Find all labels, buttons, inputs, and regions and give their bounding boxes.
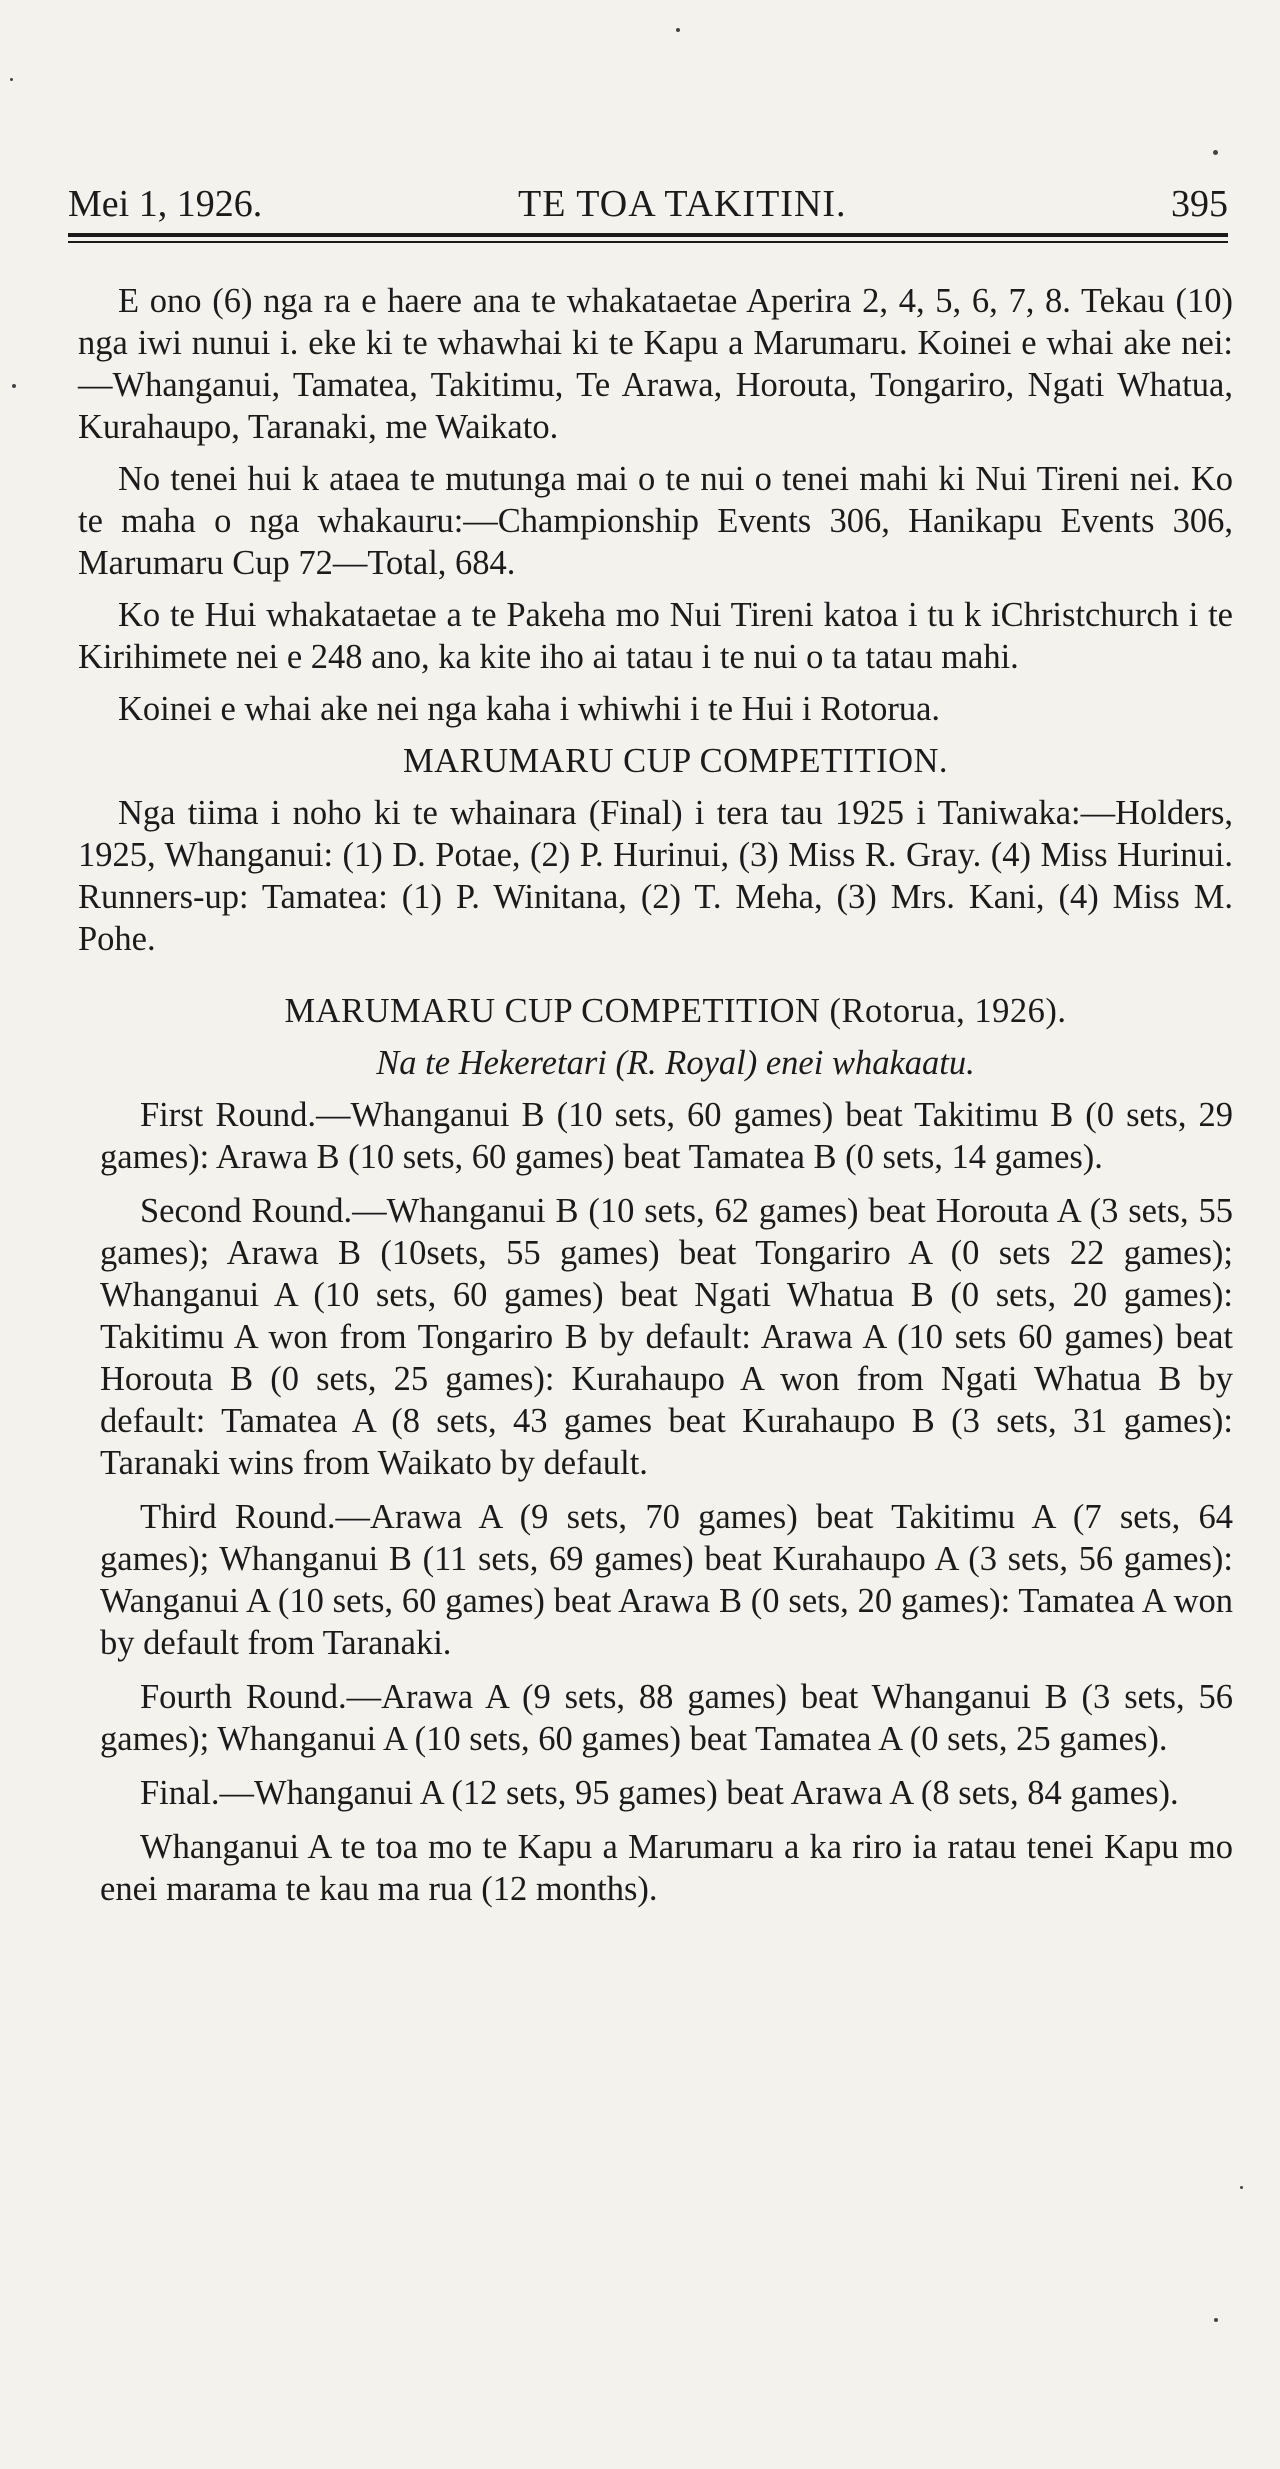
header-rule-thick	[68, 233, 1228, 237]
print-speck	[676, 28, 680, 32]
round-paragraph: Final.—Whanganui A (12 sets, 95 games) beat Arawa A (8 sets, 84 games).	[140, 1774, 1179, 1812]
section-paragraph: Nga tiima i noho ki te whainara (Final) i tera tau 1925 i Taniwaka:—Holders, 1925, Whanganui: (1) D. Potae, (2) P. Hurinui, (3) Miss R. Gray. (4) Miss Hurinui. Runners-up: Tamatea: (1) P. Winitana, (2) T. Meha, (3) Mrs. Kani, (4) Miss M. Pohe.	[78, 794, 1233, 958]
running-head	[68, 178, 1228, 226]
print-speck	[12, 384, 16, 388]
round-paragraph: Fourth Round.—Arawa A (9 sets, 88 games) beat Whanganui B (3 sets, 56 games); Whanganui A (10 sets, 60 games) beat Tamatea A (0 sets, 25 games).	[100, 1678, 1233, 1758]
intro-paragraph: No tenei hui k ataea te mutunga mai o te nui o tenei mahi ki Nui Tireni nei. Ko te maha o nga whakauru:—Championship Events 306, Hanikapu Events 306, Marumaru Cup 72—Total, 684.	[78, 460, 1233, 582]
round-paragraph: Third Round.—Arawa A (9 sets, 70 games) beat Takitimu A (7 sets, 64 games); Whanganui B (11 sets, 69 games) beat Kurahaupo A (3 sets, 56 games): Wanganui A (10 sets, 60 games) beat Arawa B (0 sets, 20 games): Tamatea A won by default from Taranaki.	[100, 1498, 1233, 1662]
round-paragraph: Whanganui A te toa mo te Kapu a Marumaru a ka riro ia ratau tenei Kapu mo enei marama te kau ma rua (12 months).	[100, 1828, 1233, 1908]
header-title: TE TOA TAKITINI.	[518, 183, 847, 225]
round-paragraph: First Round.—Whanganui B (10 sets, 60 games) beat Takitimu B (0 sets, 29 games): Arawa B (10 sets, 60 games) beat Tamatea B (0 sets, 14 games).	[100, 1096, 1233, 1176]
round-paragraph: Second Round.—Whanganui B (10 sets, 62 games) beat Horouta A (3 sets, 55 games); Arawa B (10sets, 55 games) beat Tongariro A (0 sets 22 games); Whanganui A (10 sets, 60 games) beat Ngati Whatua B (0 sets, 20 games): Takitimu A won from Tongariro B by default: Arawa A (10 sets 60 games) beat Horouta B (0 sets, 25 games): Kurahaupo A won from Ngati Whatua B by default: Tamatea A (8 sets, 43 games beat Kurahaupo B (3 sets, 31 games): Taranaki wins from Waikato by default.	[100, 1192, 1233, 1482]
intro-paragraph: E ono (6) nga ra e haere ana te whakataetae Aperira 2, 4, 5, 6, 7, 8. Tekau (10) nga iwi nunui i. eke ki te whawhai ki te Kapu a Marumaru. Koinei e whai ake nei:—Whanganui, Tamatea, Takitimu, Te Arawa, Horouta, Tongariro, Ngati Whatua, Kurahaupo, Taranaki, me Waikato.	[78, 282, 1233, 446]
print-speck	[10, 78, 13, 81]
intro-paragraph: Koinei e whai ake nei nga kaha i whiwhi i te Hui i Rotorua.	[118, 690, 941, 728]
print-speck	[1213, 150, 1218, 155]
header-rule-thin	[68, 241, 1228, 243]
print-speck	[1214, 2318, 1218, 2322]
section-heading: MARUMARU CUP COMPETITION.	[402, 742, 949, 780]
intro-paragraph: Ko te Hui whakataetae a te Pakeha mo Nui Tireni katoa i tu k iChristchurch i te Kirihimete nei e 248 ano, ka kite iho ai tatau i te nui o ta tatau mahi.	[78, 596, 1233, 676]
header-date: Mei 1, 1926.	[68, 183, 263, 225]
byline: Na te Hekeretari (R. Royal) enei whakaatu.	[376, 1044, 975, 1082]
section-heading: MARUMARU CUP COMPETITION (Rotorua, 1926).	[284, 992, 1067, 1030]
print-speck	[1240, 2186, 1243, 2189]
page-number: 395	[1171, 183, 1228, 225]
results-list	[100, 1094, 1233, 1910]
article-body	[78, 280, 1233, 1922]
